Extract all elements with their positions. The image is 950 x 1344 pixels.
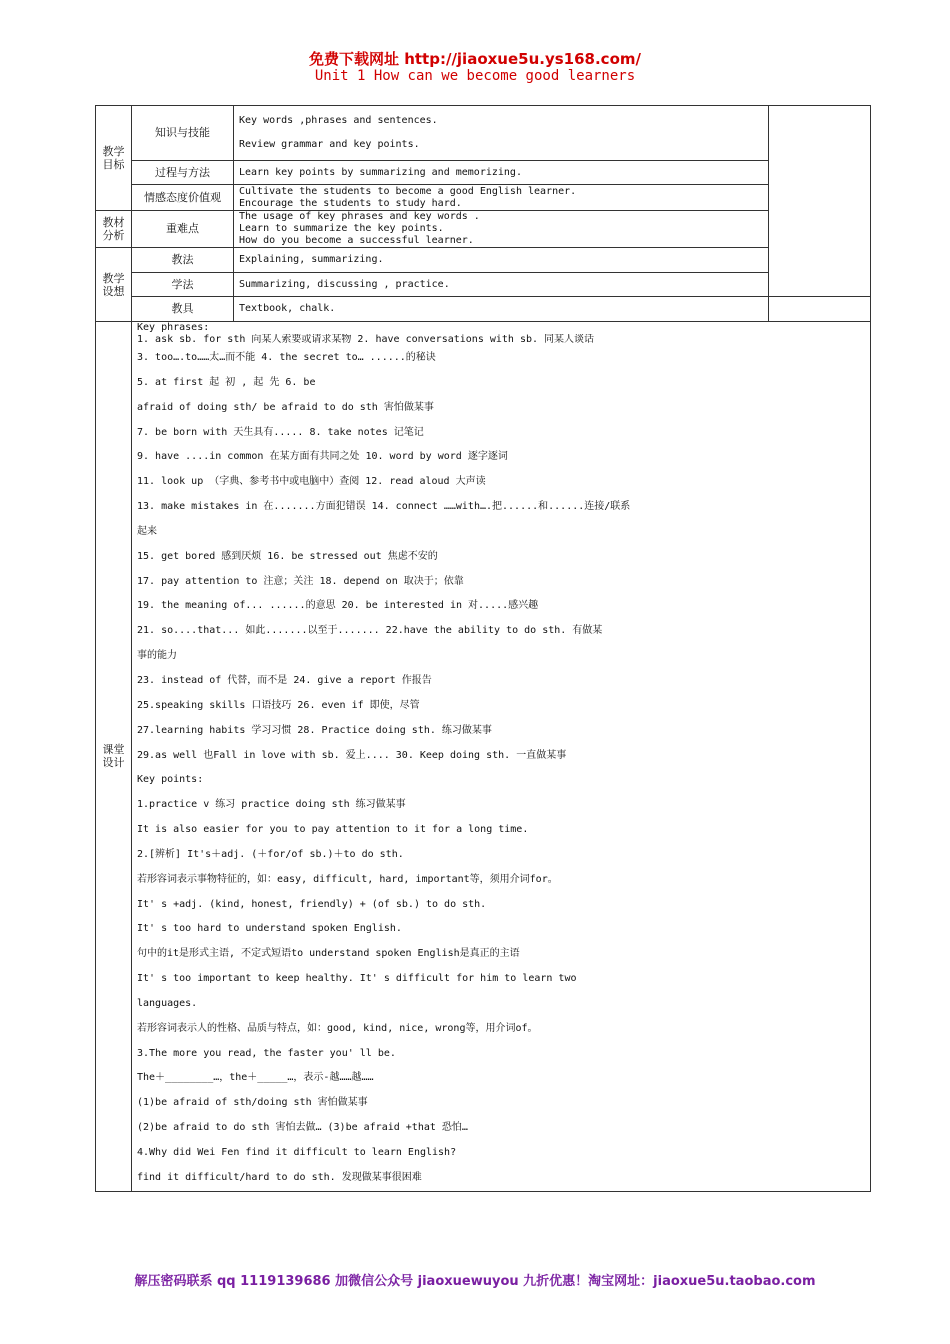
design-line: 21. so....that... 如此.......以至于....... 22.have the ability to do sth. 有做某 bbox=[137, 625, 603, 637]
goal-label: 过程与方法 bbox=[132, 161, 234, 185]
design-line: 9. have ....in common 在某方面有共同之处 10. word by word 逐字逐词 bbox=[137, 451, 508, 463]
design-line: 若形容词表示事物特征的，如：easy, difficult, hard, important等，须用介词for。 bbox=[137, 873, 558, 885]
design-line: 若形容词表示人的性格、品质与特点，如：good, kind, nice, wrong等，用介词of。 bbox=[137, 1022, 538, 1034]
design-line: 句中的it是形式主语, 不定式短语to understand spoken English是真正的主语 bbox=[137, 948, 520, 960]
goal-content bbox=[234, 106, 769, 161]
method-label: 教具 bbox=[132, 297, 234, 322]
content-line: Review grammar and key points. bbox=[239, 139, 420, 150]
content-line: Learn to summarize the key points. bbox=[239, 223, 444, 234]
analysis-content bbox=[234, 211, 769, 248]
design-line: 19. the meaning of... ......的意思 20. be interested in 对.....感兴趣 bbox=[137, 600, 539, 612]
design-line: 1. ask sb. for sth 向某人索要或请求某物 2. have conversations with sb. 同某人谈话 bbox=[137, 334, 595, 345]
content-line: The usage of key phrases and key words . bbox=[239, 211, 480, 222]
category-label: 教学目标 bbox=[102, 145, 125, 171]
method-content: Summarizing, discussing , practice. bbox=[234, 273, 769, 297]
design-line: 29.as well 也Fall in love with sb. 爱上.... 30. Keep doing sth. 一直做某事 bbox=[137, 749, 567, 761]
design-line: Key points: bbox=[137, 774, 204, 786]
design-line: 1.practice v 练习 practice doing sth 练习做某事 bbox=[137, 799, 406, 811]
content-line: How do you become a successful learner. bbox=[239, 235, 474, 246]
design-line: find it difficult/hard to do sth. 发现做某事很困难 bbox=[137, 1171, 422, 1183]
design-line: 13. make mistakes in 在.......方面犯错误 14. connect ……with….把......和......连接/联系 bbox=[137, 501, 631, 513]
design-line: 5. at first 起 初 , 起 先 6. be bbox=[137, 376, 316, 388]
category-label: 教学设想 bbox=[102, 271, 125, 298]
category-teaching-plan bbox=[96, 248, 132, 322]
design-line: 11. look up （字典、参考书中或电脑中）查阅 12. read aloud 大声读 bbox=[137, 476, 486, 488]
notes-cell bbox=[769, 297, 871, 322]
design-line: 15. get bored 感到厌烦 16. be stressed out 焦虑不安的 bbox=[137, 550, 438, 562]
unit-title: Unit 1 How can we become good learners bbox=[314, 68, 636, 84]
method-content: Textbook, chalk. bbox=[234, 297, 769, 322]
design-line: It' s +adj. (kind, honest, friendly) + (of sb.) to do sth. bbox=[137, 898, 487, 910]
goal-content bbox=[234, 185, 769, 211]
category-label: 课堂设计 bbox=[102, 743, 125, 770]
category-class-design bbox=[96, 322, 132, 1192]
design-line: 27.learning habits 学习习惯 28. Practice doing sth. 练习做某事 bbox=[137, 724, 492, 736]
design-line: Key phrases: bbox=[137, 322, 210, 333]
content-line: Key words ,phrases and sentences. bbox=[239, 115, 438, 126]
design-line: (2)be afraid to do sth 害怕去做… (3)be afraid +that 恐怕… bbox=[137, 1122, 468, 1134]
design-line: 4.Why did Wei Fen find it difficult to learn English? bbox=[137, 1147, 457, 1158]
design-line: (1)be afraid of sth/doing sth 害怕做某事 bbox=[137, 1097, 368, 1109]
method-content: Explaining, summarizing. bbox=[234, 248, 769, 273]
goal-label: 知识与技能 bbox=[132, 106, 234, 161]
category-label: 教材分析 bbox=[102, 216, 125, 242]
design-line: 3. too….to……太…而不能 4. the secret to… ......的秘诀 bbox=[137, 352, 436, 363]
design-line: 3.The more you read, the faster you' ll be. bbox=[137, 1047, 396, 1059]
design-line: 2.[辨析] It's＋adj. (＋for/of sb.)＋to do sth. bbox=[137, 848, 404, 860]
goal-content bbox=[234, 161, 769, 185]
header-download-url[interactable]: 免费下载网址 http://jiaoxue5u.ys168.com/ bbox=[308, 50, 641, 68]
content-line: Encourage the students to study hard. bbox=[239, 197, 462, 209]
goal-label: 情感态度价值观 bbox=[132, 185, 234, 211]
design-line: afraid of doing sth/ be afraid to do sth 害怕做某事 bbox=[137, 401, 434, 413]
content-line: Cultivate the students to become a good English learner. bbox=[239, 185, 577, 197]
category-material-analysis bbox=[96, 211, 132, 248]
design-line: 起来 bbox=[137, 525, 157, 537]
design-line: 7. be born with 天生具有..... 8. take notes 记笔记 bbox=[137, 426, 424, 438]
method-label: 教法 bbox=[132, 248, 234, 273]
notes-column bbox=[769, 106, 871, 297]
design-line: It is also easier for you to pay attention to it for a long time. bbox=[137, 824, 529, 836]
lesson-plan-table bbox=[95, 105, 871, 1192]
design-line: 17. pay attention to 注意；关注 18. depend on 取决于；依靠 bbox=[137, 575, 464, 587]
class-design-content bbox=[132, 322, 871, 1192]
analysis-label: 重难点 bbox=[132, 211, 234, 248]
design-line: It' s too hard to understand spoken English. bbox=[137, 923, 402, 935]
design-line: 事的能力 bbox=[137, 650, 177, 662]
footer-contact[interactable]: 解压密码联系 qq 1119139686 加微信公众号 jiaoxuewuyou 九折优惠！淘宝网址：jiaoxue5u.taobao.com bbox=[134, 1274, 816, 1289]
design-line: It' s too important to keep healthy. It' s difficult for him to learn two bbox=[137, 973, 577, 985]
method-label: 学法 bbox=[132, 273, 234, 297]
content-line: Learn key points by summarizing and memorizing. bbox=[239, 166, 522, 178]
design-line: languages. bbox=[137, 997, 198, 1009]
category-teaching-goals bbox=[96, 106, 132, 211]
design-line: 25.speaking skills 口语技巧 26. even if 即使，尽管 bbox=[137, 699, 420, 711]
design-line: 23. instead of 代替，而不是 24. give a report 作报告 bbox=[137, 674, 432, 686]
design-line: The＋________…，the＋_____…，表示-越……越…… bbox=[137, 1072, 374, 1084]
